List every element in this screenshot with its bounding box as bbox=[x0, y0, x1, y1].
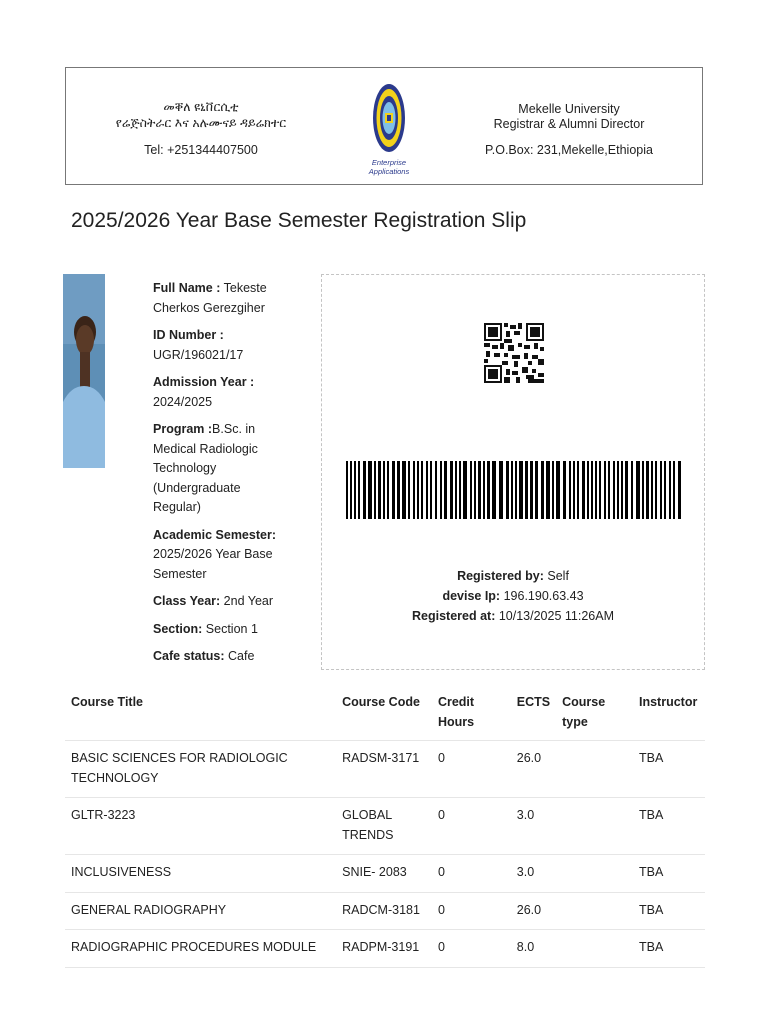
admission-year-value: 2024/2025 bbox=[153, 394, 213, 409]
ects-cell: 26.0 bbox=[511, 741, 556, 798]
office-name: Registrar & Alumni Director bbox=[493, 117, 645, 131]
table-row bbox=[65, 930, 705, 968]
registration-details bbox=[322, 566, 704, 626]
university-name: Mekelle University bbox=[518, 102, 620, 116]
full-name-row bbox=[153, 279, 288, 318]
course-title-cell: BASIC SCIENCES FOR RADIOLOGIC TECHNOLOGY bbox=[65, 741, 336, 798]
course-title-cell: RADIOGRAPHIC PROCEDURES MODULE bbox=[65, 930, 336, 968]
logo-caption: Enterprise Applications bbox=[368, 158, 410, 176]
course-type-cell bbox=[556, 892, 633, 930]
course-title-cell: INCLUSIVENESS bbox=[65, 855, 336, 893]
qr-code-icon bbox=[484, 323, 544, 383]
letterhead bbox=[65, 67, 703, 185]
instructor-cell: TBA bbox=[633, 855, 705, 893]
academic-semester-row bbox=[153, 526, 288, 585]
academic-semester-value: 2025/2026 Year Base Semester bbox=[153, 547, 273, 581]
po-box: P.O.Box: 231,Mekelle,Ethiopia bbox=[485, 143, 653, 157]
table-row bbox=[65, 855, 705, 893]
academic-semester-label: Academic Semester: bbox=[153, 527, 276, 542]
registered-at-value: 10/13/2025 11:26AM bbox=[498, 609, 614, 623]
course-type-cell bbox=[556, 930, 633, 968]
col-instructor: Instructor bbox=[638, 695, 698, 709]
course-code-cell: RADCM-3181 bbox=[336, 892, 432, 930]
credit-hours-cell: 0 bbox=[432, 892, 511, 930]
device-ip-value: 196.190.63.43 bbox=[503, 589, 584, 603]
barcode-icon bbox=[346, 461, 682, 519]
cafe-status-row bbox=[153, 647, 288, 667]
cafe-status-value: Cafe bbox=[228, 649, 255, 663]
instructor-cell: TBA bbox=[633, 930, 705, 968]
instructor-cell: TBA bbox=[633, 892, 705, 930]
table-row bbox=[65, 892, 705, 930]
registered-at-row bbox=[322, 606, 704, 626]
full-name-label: Full Name : bbox=[153, 281, 221, 295]
telephone: Tel: +251344407500 bbox=[144, 143, 258, 157]
student-info bbox=[153, 279, 288, 675]
course-title-cell: GLTR-3223 bbox=[65, 798, 336, 855]
col-credit-hours: Credit Hours bbox=[437, 695, 475, 729]
class-year-value: 2nd Year bbox=[223, 594, 274, 608]
col-course-title: Course Title bbox=[71, 695, 144, 709]
class-year-label: Class Year: bbox=[153, 594, 221, 608]
credit-hours-cell: 0 bbox=[432, 930, 511, 968]
cafe-status-label: Cafe status: bbox=[153, 649, 225, 663]
ects-cell: 3.0 bbox=[511, 855, 556, 893]
credit-hours-cell: 0 bbox=[432, 855, 511, 893]
device-ip-row bbox=[322, 586, 704, 606]
ects-cell: 3.0 bbox=[511, 798, 556, 855]
registered-by-value: Self bbox=[547, 569, 569, 583]
section-label: Section: bbox=[153, 621, 203, 636]
registered-by-row bbox=[322, 566, 704, 586]
col-course-code: Course Code bbox=[342, 695, 420, 709]
instructor-cell: TBA bbox=[633, 798, 705, 855]
student-photo bbox=[63, 274, 105, 468]
page-title: 2025/2026 Year Base Semester Registration Slip bbox=[71, 209, 527, 232]
course-type-cell bbox=[556, 798, 633, 855]
ects-cell: 26.0 bbox=[511, 892, 556, 930]
course-code-cell: RADPM-3191 bbox=[336, 930, 432, 968]
course-type-cell bbox=[556, 855, 633, 893]
section-row bbox=[153, 620, 288, 640]
full-name-value: Tekeste Cherkos Gerezgiher bbox=[153, 281, 267, 315]
course-code-cell: SNIE- 2083 bbox=[336, 855, 432, 893]
id-number-value: UGR/196021/17 bbox=[153, 347, 244, 362]
program-value: B.Sc. in Medical Radiologic Technology (Undergraduate Regular) bbox=[153, 422, 258, 514]
course-type-cell bbox=[556, 741, 633, 798]
admission-year-label: Admission Year : bbox=[153, 375, 255, 389]
credit-hours-cell: 0 bbox=[432, 741, 511, 798]
amharic-university-name: መቐለ ዩኒቨርሲቲ bbox=[163, 100, 239, 114]
course-title-cell: GENERAL RADIOGRAPHY bbox=[65, 892, 336, 930]
ects-cell: 8.0 bbox=[511, 930, 556, 968]
table-row bbox=[65, 741, 705, 798]
table-header-row bbox=[65, 687, 705, 741]
program-label: Program : bbox=[153, 422, 213, 436]
device-ip-label: devise Ip: bbox=[442, 589, 501, 603]
section-value: Section 1 bbox=[205, 621, 258, 636]
course-table bbox=[65, 687, 705, 968]
registered-at-label: Registered at: bbox=[412, 609, 496, 623]
class-year-row bbox=[153, 592, 288, 612]
verification-box bbox=[321, 274, 705, 670]
credit-hours-cell: 0 bbox=[432, 798, 511, 855]
course-code-cell: GLOBAL TRENDS bbox=[336, 798, 432, 855]
col-ects: ECTS bbox=[516, 695, 551, 709]
id-number-label: ID Number : bbox=[153, 328, 224, 342]
registered-by-label: Registered by: bbox=[457, 569, 544, 583]
table-row bbox=[65, 798, 705, 855]
amharic-office-name: የሬጅስትራር እና አሉሙናይ ዳይሬክተር bbox=[115, 116, 287, 130]
admission-year-row bbox=[153, 373, 288, 412]
program-row bbox=[153, 420, 288, 518]
col-course-type: Course type bbox=[562, 695, 606, 729]
university-seal-icon bbox=[356, 80, 422, 158]
course-code-cell: RADSM-3171 bbox=[336, 741, 432, 798]
university-logo bbox=[356, 80, 422, 174]
instructor-cell: TBA bbox=[633, 741, 705, 798]
id-number-row bbox=[153, 326, 288, 365]
